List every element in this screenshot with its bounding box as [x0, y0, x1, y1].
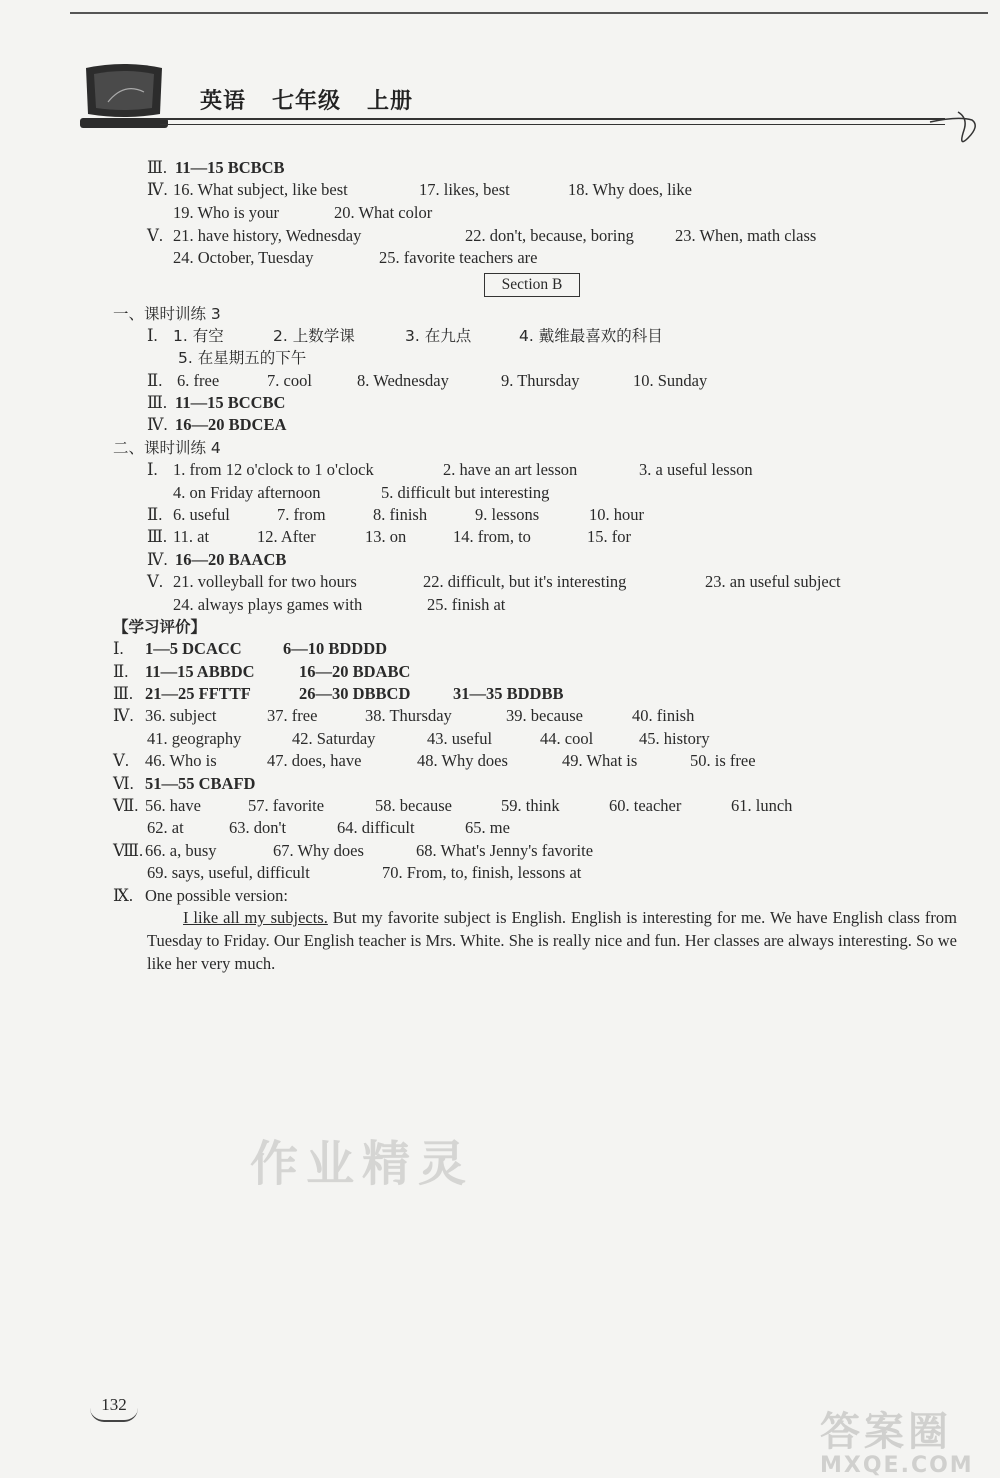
- answer-row: [173, 248, 873, 268]
- answer-item: 67. Why does: [273, 841, 364, 860]
- answer-item: 63. don't: [229, 818, 287, 837]
- section-heading: 一、课时训练 3: [113, 305, 221, 323]
- answer-item: 14. from, to: [453, 527, 531, 546]
- answer-row: [147, 180, 947, 200]
- answer-item: 2. have an art lesson: [443, 460, 578, 479]
- answer-item: 56. have: [145, 796, 201, 815]
- answer-item: 48. Why does: [417, 751, 508, 770]
- roman-numeral: Ⅶ.: [113, 796, 139, 815]
- watermark: 作业精灵: [250, 1136, 475, 1192]
- answer-item: 47. does, have: [267, 751, 362, 770]
- roman-numeral: Ⅵ.: [113, 774, 134, 793]
- answer-item: 2. 上数学课: [273, 327, 355, 345]
- swoosh-icon: [928, 108, 978, 153]
- answer-item: 43. useful: [427, 729, 493, 748]
- answer-item: 41. geography: [147, 729, 242, 748]
- roman-numeral: Ⅲ.: [147, 158, 168, 177]
- answer-row: [147, 527, 947, 547]
- answer-item: 8. Wednesday: [357, 371, 449, 390]
- page-number: 132: [90, 1390, 138, 1422]
- answer-item: 6. useful: [173, 505, 230, 524]
- roman-numeral: Ⅴ.: [147, 226, 164, 245]
- header-rule: [160, 118, 945, 120]
- answer-row: [113, 841, 943, 861]
- roman-numeral: Ⅴ.: [147, 572, 164, 591]
- answer-item: 15. for: [587, 527, 631, 546]
- answer-item: 57. favorite: [248, 796, 325, 815]
- answer-text: One possible version:: [145, 886, 288, 905]
- roman-numeral: Ⅴ.: [113, 751, 130, 770]
- answer-item: 62. at: [147, 818, 184, 837]
- answer-item: 22. difficult, but it's interesting: [423, 572, 627, 591]
- answer-row: [147, 226, 947, 246]
- answer-row: [147, 158, 285, 178]
- answer-item: 6. free: [177, 371, 220, 390]
- roman-numeral: Ⅱ.: [113, 662, 129, 681]
- roman-numeral: Ⅲ.: [113, 684, 134, 703]
- answer-item: 20. What color: [334, 203, 433, 222]
- section-heading: 【学习评价】: [113, 618, 207, 636]
- answer-item: 40. finish: [632, 706, 695, 725]
- site-logo: [820, 1400, 974, 1478]
- answer-item: 5. 在星期五的下午: [178, 349, 307, 367]
- answer-item: 9. lessons: [475, 505, 540, 524]
- answer-row: [147, 550, 286, 570]
- answer-item: 18. Why does, like: [568, 180, 692, 199]
- answer-item: 11—15 ABBDC: [145, 662, 255, 681]
- answer-item: 24. always plays games with: [173, 595, 363, 614]
- answer-item: 36. subject: [145, 706, 217, 725]
- roman-numeral: Ⅰ.: [147, 460, 158, 479]
- answer-item: 46. Who is: [145, 751, 217, 770]
- answer-row: [113, 684, 913, 704]
- answer-item: 21. volleyball for two hours: [173, 572, 357, 591]
- book-title: [200, 84, 439, 115]
- answer-text: 51—55 CBAFD: [145, 774, 256, 793]
- answer-item: 37. free: [267, 706, 318, 725]
- answer-row: [113, 796, 943, 816]
- roman-numeral: Ⅱ.: [147, 371, 163, 390]
- answer-item: 10. Sunday: [633, 371, 708, 390]
- answer-row: [147, 460, 947, 480]
- answer-item: 6—10 BDDDD: [283, 639, 388, 658]
- answer-text: 11—15 BCBCB: [175, 158, 285, 177]
- answer-item: 38. Thursday: [365, 706, 452, 725]
- answer-item: 23. an useful subject: [705, 572, 841, 591]
- roman-numeral: Ⅱ.: [147, 505, 163, 524]
- answer-item: 11. at: [173, 527, 210, 546]
- answer-item: 17. likes, best: [419, 180, 510, 199]
- answer-item: 64. difficult: [337, 818, 415, 837]
- answer-item: 4. 戴维最喜欢的科目: [519, 327, 663, 345]
- answer-item: 60. teacher: [609, 796, 682, 815]
- answer-item: 1. from 12 o'clock to 1 o'clock: [173, 460, 374, 479]
- answer-row: [147, 729, 947, 749]
- answer-row: [113, 662, 913, 682]
- roman-numeral: Ⅳ.: [147, 415, 168, 434]
- logo-text: 答案圈: [820, 1409, 952, 1455]
- answer-item: 25. favorite teachers are: [379, 248, 538, 267]
- answer-row: [113, 886, 288, 906]
- answer-item: 50. is free: [690, 751, 756, 770]
- answer-item: 39. because: [506, 706, 583, 725]
- answer-row: [147, 326, 947, 346]
- answer-item: 3. a useful lesson: [639, 460, 753, 479]
- answer-row: [173, 483, 873, 503]
- answer-item: 1—5 DCACC: [145, 639, 242, 658]
- section-label: Section B: [484, 273, 580, 297]
- answer-item: 21—25 FFTTF: [145, 684, 251, 703]
- answer-text: 11—15 BCCBC: [175, 393, 286, 412]
- answer-item: 1. 有空: [173, 327, 224, 345]
- roman-numeral: Ⅰ.: [113, 639, 124, 658]
- answer-row: [113, 639, 913, 659]
- answer-item: 3. 在九点: [405, 327, 472, 345]
- roman-numeral: Ⅳ.: [147, 180, 168, 199]
- roman-numeral: Ⅲ.: [147, 527, 168, 546]
- answer-row: [113, 706, 943, 726]
- answer-item: 21. have history, Wednesday: [173, 226, 362, 245]
- roman-numeral: Ⅷ.: [113, 841, 144, 860]
- subject-label: 英语: [200, 89, 247, 114]
- essay-body: But my favorite subject is English. English is interesting for me. We have English class from Tuesday to Friday. Our English teacher is Mrs. White. She is really nice and fun. Her classes are always interesting. So we like her very much.: [147, 908, 957, 973]
- answer-item: 58. because: [375, 796, 452, 815]
- answer-item: 8. finish: [373, 505, 428, 524]
- answer-item: 24. October, Tuesday: [173, 248, 314, 267]
- answer-item: 19. Who is your: [173, 203, 280, 222]
- sample-essay: [147, 906, 957, 975]
- answer-item: 42. Saturday: [292, 729, 376, 748]
- answer-row: [173, 595, 873, 615]
- answer-item: 13. on: [365, 527, 407, 546]
- answer-item: 65. me: [465, 818, 510, 837]
- answer-row: [147, 393, 285, 413]
- essay-topic-sentence: I like all my subjects.: [183, 908, 328, 927]
- answer-row: [147, 371, 947, 391]
- answer-item: 70. From, to, finish, lessons at: [382, 863, 582, 882]
- answer-item: 10. hour: [589, 505, 644, 524]
- answer-row: [147, 863, 947, 883]
- answer-item: 66. a, busy: [145, 841, 217, 860]
- roman-numeral: Ⅳ.: [113, 706, 134, 725]
- answer-item: 16—20 BDABC: [299, 662, 411, 681]
- answer-item: 22. don't, because, boring: [465, 226, 634, 245]
- roman-numeral: Ⅲ.: [147, 393, 168, 412]
- volume-label: 上册: [367, 89, 414, 114]
- answer-row: [173, 203, 873, 223]
- answer-row: [113, 751, 943, 771]
- answer-item: 16. What subject, like best: [173, 180, 348, 199]
- top-rule: [70, 12, 988, 14]
- answer-item: 59. think: [501, 796, 560, 815]
- answer-item: 25. finish at: [427, 595, 506, 614]
- answer-item: 69. says, useful, difficult: [147, 863, 310, 882]
- answer-item: 26—30 DBBCD: [299, 684, 411, 703]
- answer-item: 7. from: [277, 505, 326, 524]
- answer-item: 49. What is: [562, 751, 638, 770]
- answer-item: 12. After: [257, 527, 316, 546]
- answer-text: 16—20 BDCEA: [175, 415, 287, 434]
- answer-row: [113, 774, 255, 794]
- answer-item: 23. When, math class: [675, 226, 817, 245]
- answer-text: 16—20 BAACB: [175, 550, 287, 569]
- monitor-icon: [78, 62, 170, 132]
- logo-url: MXQE.COM: [820, 1453, 974, 1478]
- section-heading: 二、课时训练 4: [113, 439, 221, 457]
- answer-item: 9. Thursday: [501, 371, 580, 390]
- grade-label: 七年级: [272, 89, 342, 114]
- answer-item: 31—35 BDDBB: [453, 684, 564, 703]
- answer-item: 44. cool: [540, 729, 594, 748]
- answer-row: [147, 505, 947, 525]
- roman-numeral: Ⅸ.: [113, 886, 134, 905]
- answer-row: [147, 818, 947, 838]
- roman-numeral: Ⅳ.: [147, 550, 168, 569]
- answer-row: [147, 415, 286, 435]
- header-rule-thin: [160, 124, 945, 125]
- answer-item: 5. difficult but interesting: [381, 483, 550, 502]
- answer-item: 61. lunch: [731, 796, 793, 815]
- roman-numeral: Ⅰ.: [147, 326, 158, 345]
- answer-item: 45. history: [639, 729, 710, 748]
- answer-item: 7. cool: [267, 371, 312, 390]
- answer-row: [147, 572, 947, 592]
- answer-item: 4. on Friday afternoon: [173, 483, 321, 502]
- answer-item: 68. What's Jenny's favorite: [416, 841, 594, 860]
